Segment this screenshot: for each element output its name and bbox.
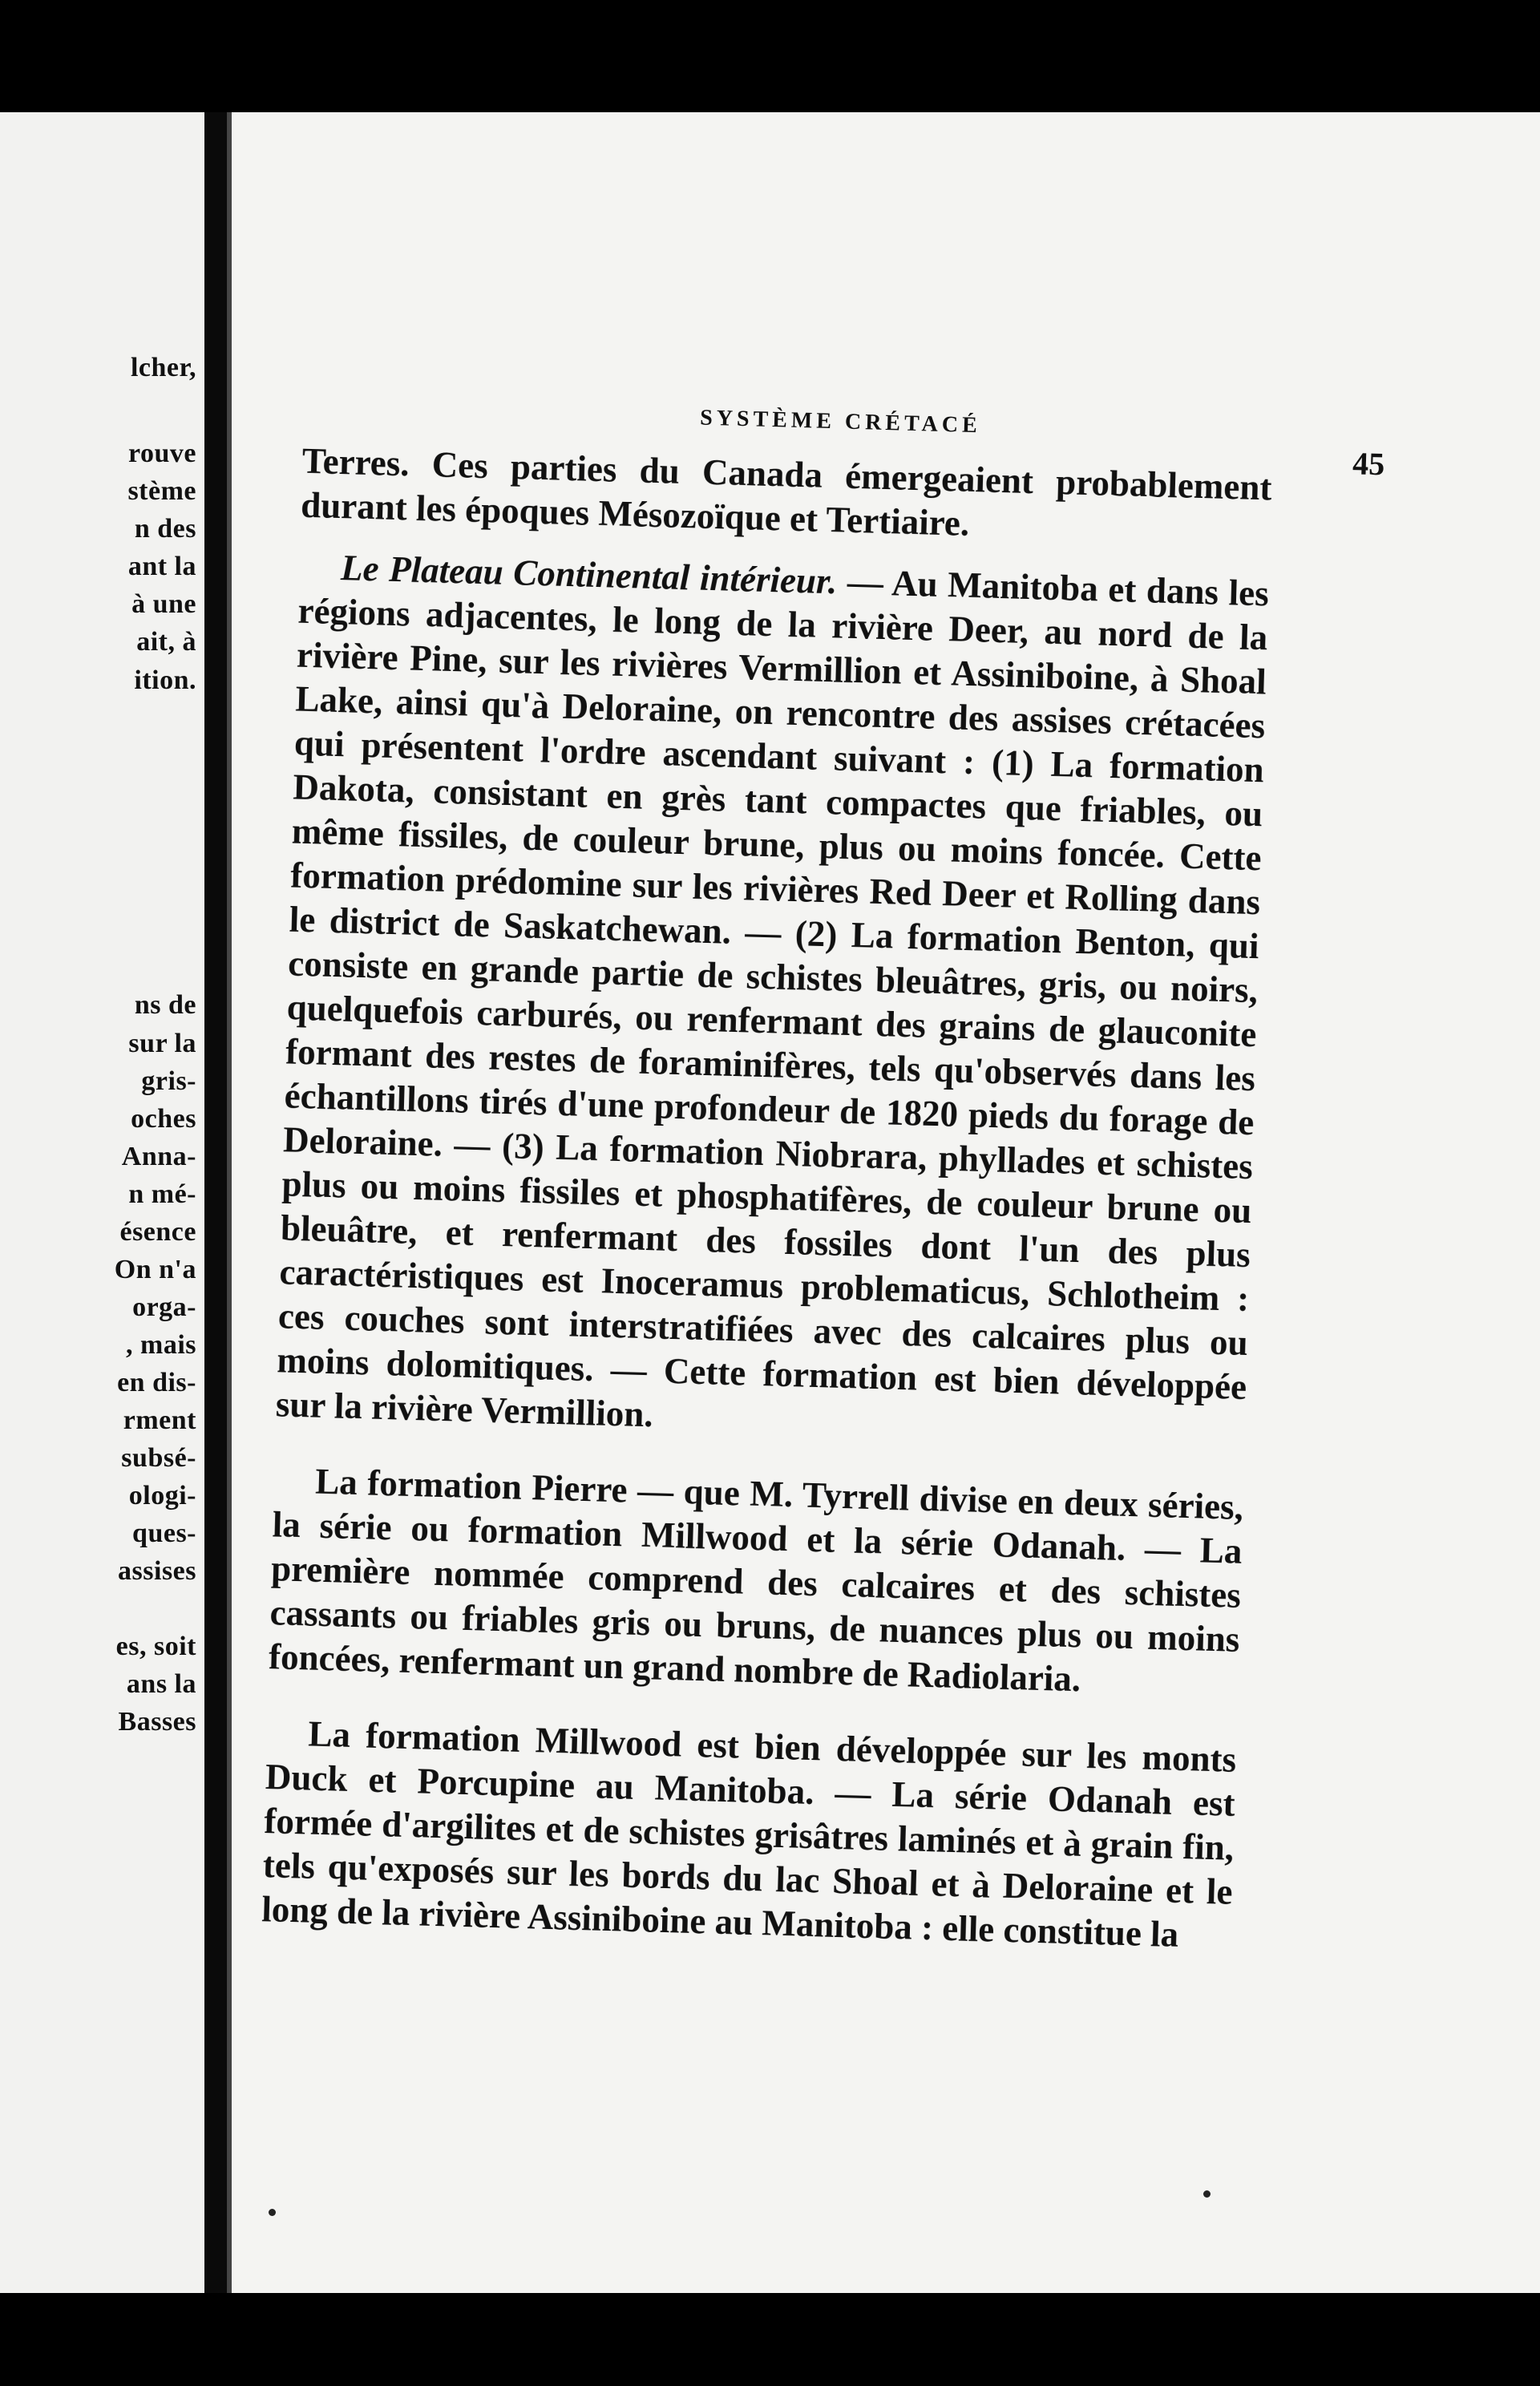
left-page-line: orga- xyxy=(132,1292,196,1322)
paragraph xyxy=(261,1711,1237,1959)
left-page-line: en dis- xyxy=(117,1368,196,1397)
left-page-line: , mais xyxy=(126,1330,196,1360)
left-page-line: lcher, xyxy=(130,353,196,382)
paragraph xyxy=(275,545,1269,1454)
left-page-line: ans la xyxy=(126,1669,196,1699)
paragraph-text: Terres. Ces parties du Canada émergeaient probablement durant les époques Mésozoïque et Tertiaire. xyxy=(300,440,1273,544)
left-page-line: ait, à xyxy=(136,627,196,657)
left-page-line: Anna- xyxy=(121,1142,196,1171)
paragraph-text: La formation Pierre — que M. Tyrrell divise en deux séries, la série ou formation Millwood et la série Odanah. — La première nommée comprend des calcaires et des schistes cassants ou friables gris ou bruns, de nuances plus ou moins foncées, renfermant un grand nombre de Radiolaria. xyxy=(268,1461,1244,1700)
scan-speck xyxy=(269,2209,276,2216)
left-page-line: n mé- xyxy=(128,1179,196,1209)
left-page-line: Basses xyxy=(118,1707,196,1737)
paragraph xyxy=(301,439,1273,555)
scan-speck xyxy=(1203,2190,1211,2198)
left-page-line: ésence xyxy=(119,1217,196,1247)
left-page-line: rment xyxy=(123,1405,196,1435)
left-page-line: à une xyxy=(131,589,196,619)
left-page-line: ns de xyxy=(134,990,196,1020)
paragraph xyxy=(268,1458,1243,1706)
book-gutter xyxy=(204,112,227,2293)
left-page-line: ition. xyxy=(134,665,196,695)
left-page-line: sur la xyxy=(128,1029,196,1058)
left-page-line: On n'a xyxy=(114,1255,196,1284)
page-number: 45 xyxy=(1352,445,1385,483)
paragraph-text: — Au Manitoba et dans les régions adjacentes, le long de la rivière Deer, au nord de la rivière Pine, sur les rivières Vermillion et Assiniboine, à Shoal Lake, ainsi qu'à Deloraine, on rencontre des assises crétacées qui présentent l'ordre ascendant suivant : (1) La formation Dakota, consistant en grès tant compactes que friables, ou même fissiles, de couleur brune, plus ou moins foncée. Cette formation prédomine sur les rivières Red Deer et Rolling dans le district de Saskatchewan. — (2) La formation Benton, qui consiste en grande partie de schistes bleuâtres, gris, ou noirs, quelquefois carburés, ou renfermant des grains de glauconite formant des restes de foraminifères, tels qu'observés dans les échantillons tirés d'une profondeur de 1820 pieds du forage de Deloraine. — (3) La formation Niobrara, phyllades et schistes plus ou moins fissiles et phosphatifères, de couleur brune ou bleuâtre, et renfermant des fossiles dont l'un des plus caractéristiques est Inoceramus problematicus, Schlotheim : ces couches sont interstratifiées avec des calcaires plus ou moins dolomitiques. — Cette formation est bien développée sur la rivière Vermillion. xyxy=(275,561,1270,1435)
running-head: SYSTÈME CRÉTACÉ xyxy=(699,405,982,439)
paragraph-text: La formation Millwood est bien développée sur les monts Duck et Porcupine au Manitoba. — La série Odanah est formée d'argilites et de schistes grisâtres laminés et à grain fin, tels qu'exposés sur les bords du lac Shoal et à Deloraine et le long de la rivière Assiniboine au Manitoba : elle constitue la xyxy=(261,1713,1237,1955)
page-fold-shadow xyxy=(227,112,232,2293)
left-page-line: stème xyxy=(127,476,196,506)
page-body xyxy=(252,112,1514,2293)
left-page-line: assises xyxy=(118,1556,196,1586)
left-page-margin xyxy=(0,112,204,2293)
left-page-line: gris- xyxy=(141,1066,196,1096)
left-page-line: ques- xyxy=(132,1519,196,1548)
left-page-line: es, soit xyxy=(115,1632,196,1661)
left-page-line: ologi- xyxy=(128,1481,196,1510)
left-page-line: subsé- xyxy=(121,1443,196,1473)
paragraph-lead: Le Plateau Continental intérieur. xyxy=(340,548,838,602)
left-page-line: ant la xyxy=(127,552,196,581)
left-page-line: rouve xyxy=(128,439,196,468)
right-page xyxy=(227,112,1540,2293)
left-page-line: oches xyxy=(131,1104,196,1134)
left-page-line: n des xyxy=(134,514,196,544)
